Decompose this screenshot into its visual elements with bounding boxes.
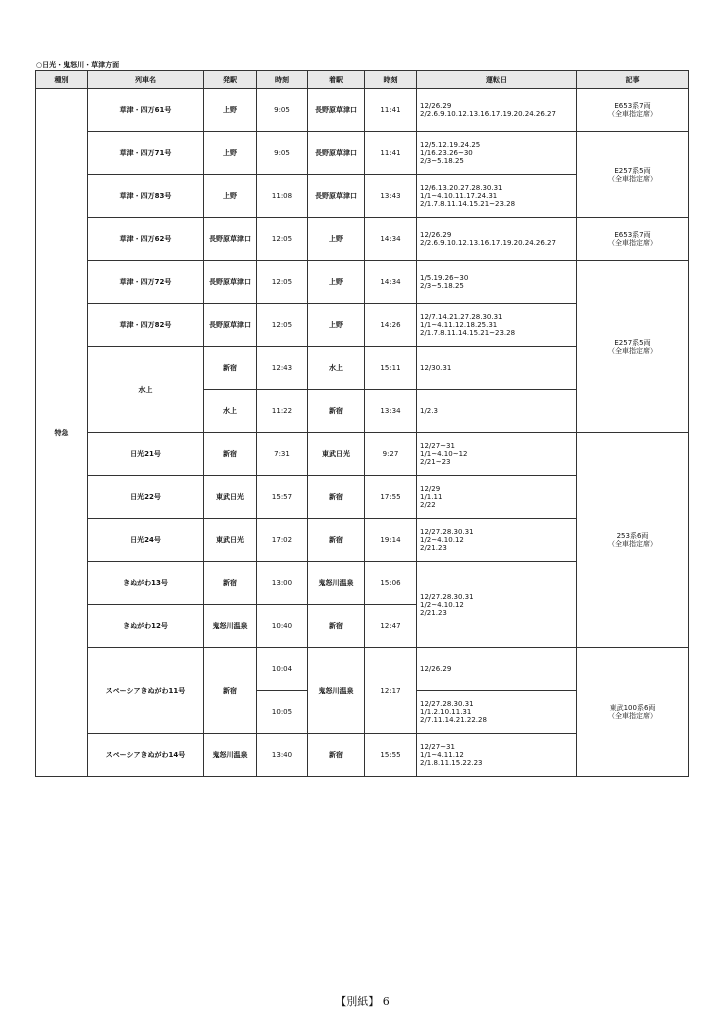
table-row [36,89,689,132]
arrival-time: 11:41 [365,89,417,132]
date-line: 2/2.6.9.10.12.13.16.17.19.20.24.26.27 [420,110,556,118]
arrival-time: 17:55 [365,476,417,519]
operation-dates [417,175,577,218]
departure-station: 上野 [204,175,257,218]
date-line: 12/27.28.30.31 [420,700,474,708]
operation-dates [417,261,577,304]
operation-dates [417,390,577,433]
departure-time: 11:22 [257,390,308,433]
car-formation: E257系5両 [614,166,651,175]
notes-cell [577,132,689,218]
date-line: 12/26.29 [420,665,452,673]
date-line: 1/1.2.10.11.31 [420,708,472,716]
date-line: 2/2.6.9.10.12.13.16.17.19.20.24.26.27 [420,239,556,247]
arrival-station: 長野原草津口 [308,132,365,175]
departure-station: 上野 [204,132,257,175]
arrival-station: 水上 [308,347,365,390]
car-formation: 東武100系6両 [609,704,656,712]
operation-dates [417,734,577,777]
arrival-time: 14:34 [365,218,417,261]
arrival-station: 新宿 [308,734,365,777]
train-name: きぬがわ13号 [88,562,204,605]
operation-dates [417,433,577,476]
car-formation: 253系6両 [616,532,649,540]
seat-type: （全車指定席） [608,110,657,118]
table-row [36,132,689,175]
operation-dates [417,132,577,175]
departure-time: 12:05 [257,218,308,261]
table-row [36,648,689,691]
car-formation: E653系7両 [614,231,651,239]
date-line: 2/3~5.18.25 [420,282,464,290]
arrival-station: 新宿 [308,605,365,648]
arrival-station: 上野 [308,261,365,304]
seat-type: （全車指定席） [608,346,657,355]
header-departure-station: 発駅 [204,71,257,89]
train-name: スペーシアきぬがわ11号 [88,648,204,734]
operation-dates [417,691,577,734]
arrival-station: 長野原草津口 [308,175,365,218]
departure-time: 12:05 [257,261,308,304]
departure-station: 鬼怒川温泉 [204,605,257,648]
arrival-station: 鬼怒川温泉 [308,648,365,734]
date-line: 1/16.23.26~30 [420,149,473,157]
date-line: 1/1~4.11.12.18.25.31 [420,321,498,329]
departure-station: 新宿 [204,562,257,605]
arrival-time: 15:55 [365,734,417,777]
departure-time: 13:00 [257,562,308,605]
date-line: 2/22 [420,501,436,509]
date-line: 12/7.14.21.27.28.30.31 [420,313,503,321]
operation-dates [417,218,577,261]
date-line: 12/27~31 [420,743,455,751]
arrival-station: 上野 [308,304,365,347]
date-line: 12/30.31 [420,364,452,372]
section-caption: ○日光・鬼怒川・草津方面 [36,61,120,69]
train-name: きぬがわ12号 [88,605,204,648]
date-line: 2/3~5.18.25 [420,157,464,165]
train-name: 草津・四万62号 [88,218,204,261]
date-line: 12/27~31 [420,442,455,450]
train-name: 草津・四万72号 [88,261,204,304]
arrival-station: 長野原草津口 [308,89,365,132]
date-line: 1/2~4.10.12 [420,600,464,609]
departure-station: 長野原草津口 [204,261,257,304]
seat-type: （全車指定席） [608,239,657,247]
date-line: 2/1.7.8.11.14.15.21~23.28 [420,329,516,337]
arrival-time: 13:43 [365,175,417,218]
header-row [36,71,689,89]
train-name: 日光24号 [88,519,204,562]
train-name: 草津・四万83号 [88,175,204,218]
arrival-time: 15:11 [365,347,417,390]
train-name: 草津・四万61号 [88,89,204,132]
departure-station: 水上 [204,390,257,433]
category-cell: 特急 [36,89,88,777]
arrival-time: 14:34 [365,261,417,304]
date-line: 12/6.13.20.27.28.30.31 [420,184,503,192]
train-name: 水上 [88,347,204,433]
table-row [36,218,689,261]
departure-time: 10:05 [257,691,308,734]
header-train-name: 列車名 [88,71,204,89]
departure-time: 9:05 [257,89,308,132]
arrival-station: 上野 [308,218,365,261]
arrival-station: 鬼怒川温泉 [308,562,365,605]
date-line: 12/5.12.19.24.25 [420,141,481,149]
departure-time: 10:04 [257,648,308,691]
departure-station: 長野原草津口 [204,304,257,347]
departure-station: 鬼怒川温泉 [204,734,257,777]
departure-station: 新宿 [204,433,257,476]
date-line: 2/1.8.11.15.22.23 [420,759,483,767]
departure-time: 9:05 [257,132,308,175]
operation-dates [417,519,577,562]
notes-cell [577,433,689,648]
table-row [36,433,689,476]
operation-dates [417,89,577,132]
departure-time: 15:57 [257,476,308,519]
date-line: 1/1.11 [420,493,443,501]
table-row [36,261,689,304]
operation-dates [417,304,577,347]
date-line: 2/21.23 [420,544,447,552]
arrival-station: 新宿 [308,476,365,519]
date-line: 2/21.23 [420,608,447,617]
train-name: 日光21号 [88,433,204,476]
header-arrival-time: 時刻 [365,71,417,89]
date-line: 1/1~4.11.12 [420,751,464,759]
arrival-station: 東武日光 [308,433,365,476]
notes-cell [577,218,689,261]
date-line: 2/7.11.14.21.22.28 [420,716,487,724]
seat-type: （全車指定席） [608,712,657,720]
train-schedule-table [35,70,689,777]
operation-dates [417,347,577,390]
operation-dates [417,562,577,648]
date-line: 1/2~4.10.12 [420,536,464,544]
departure-time: 11:08 [257,175,308,218]
arrival-time: 12:17 [365,648,417,734]
notes-cell [577,648,689,777]
arrival-station: 新宿 [308,390,365,433]
header-operation-dates: 運転日 [417,71,577,89]
departure-station: 東武日光 [204,476,257,519]
departure-time: 13:40 [257,734,308,777]
date-line: 2/1.7.8.11.14.15.21~23.28 [420,200,516,208]
header-departure-time: 時刻 [257,71,308,89]
train-name: 日光22号 [88,476,204,519]
date-line: 12/29 [420,485,441,493]
train-name: スペーシアきぬがわ14号 [88,734,204,777]
train-name: 草津・四万71号 [88,132,204,175]
car-formation: E257系5両 [614,338,651,347]
departure-time: 17:02 [257,519,308,562]
notes-cell [577,89,689,132]
arrival-time: 14:26 [365,304,417,347]
operation-dates [417,476,577,519]
departure-time: 12:43 [257,347,308,390]
header-arrival-station: 着駅 [308,71,365,89]
seat-type: （全車指定席） [608,174,657,183]
departure-station: 上野 [204,89,257,132]
date-line: 12/26.29 [420,102,452,110]
date-line: 12/26.29 [420,231,452,239]
train-name: 草津・四万82号 [88,304,204,347]
arrival-station: 新宿 [308,519,365,562]
date-line: 1/1~4.10.11.17.24.31 [420,192,498,200]
header-category: 種別 [36,71,88,89]
departure-time: 10:40 [257,605,308,648]
car-formation: E653系7両 [614,102,651,110]
date-line: 12/27.28.30.31 [420,592,474,601]
departure-time: 12:05 [257,304,308,347]
departure-station: 新宿 [204,347,257,390]
date-line: 1/5.19.26~30 [420,274,469,282]
departure-station: 東武日光 [204,519,257,562]
arrival-time: 19:14 [365,519,417,562]
departure-time: 7:31 [257,433,308,476]
date-line: 1/1~4.10~12 [420,450,468,458]
arrival-time: 9:27 [365,433,417,476]
header-notes: 記事 [577,71,689,89]
arrival-time: 11:41 [365,132,417,175]
arrival-time: 15:06 [365,562,417,605]
departure-station: 新宿 [204,648,257,734]
date-line: 1/2.3 [420,407,438,415]
date-line: 12/27.28.30.31 [420,528,474,536]
arrival-time: 13:34 [365,390,417,433]
date-line: 2/21~23 [420,458,451,466]
operation-dates [417,648,577,691]
page-footer: 【別紙】 6 [335,995,390,1008]
departure-station: 長野原草津口 [204,218,257,261]
arrival-time: 12:47 [365,605,417,648]
seat-type: （全車指定席） [608,540,657,548]
notes-cell [577,261,689,433]
